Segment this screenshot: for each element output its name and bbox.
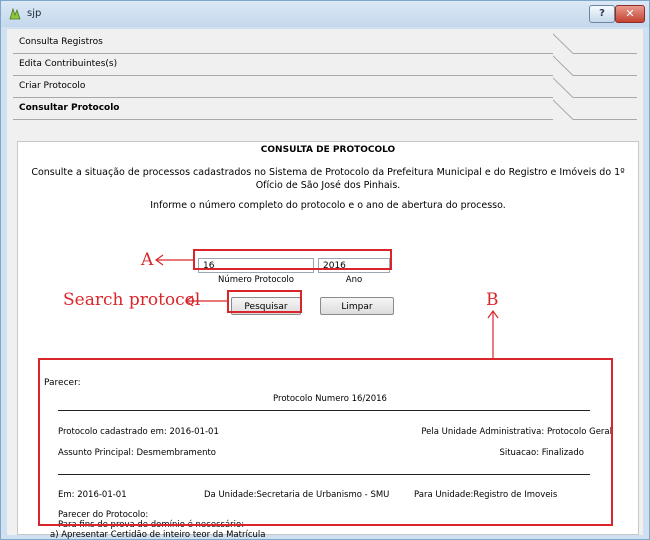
instruction-text: Informe o número completo do protocolo e o ano de abertura do processo. — [150, 200, 506, 211]
accordion-consultar-protocolo[interactable] — [13, 98, 637, 120]
main-subject: Assunto Principal: Desmembramento — [58, 448, 216, 458]
intro-text: Consulte a situação de processos cadastrados no Sistema de Protocolo da Prefeitura Municipal e do Registro e Imóveis do 1º Ofício de São José dos Pinhais. — [31, 167, 625, 191]
accordion-edita-contribuintes[interactable] — [13, 54, 637, 76]
tab-edge — [553, 32, 575, 54]
annotation-search: Search protocol — [63, 290, 201, 310]
from-unit: Da Unidade:Secretaria de Urbanismo - SMU — [204, 490, 390, 500]
accordion-consulta-registros[interactable] — [13, 32, 637, 54]
divider — [573, 119, 637, 120]
parecer-line: a) Apresentar Certidão de inteiro teor da Matrícula — [50, 530, 266, 540]
parecer-title: Parecer do Protocolo: — [58, 510, 149, 520]
protocol-number-input[interactable]: 16 — [198, 258, 314, 273]
registered-date: Protocolo cadastrado em: 2016-01-01 — [58, 427, 219, 437]
divider — [13, 119, 553, 120]
to-unit: Para Unidade:Registro de Imoveis — [414, 490, 558, 500]
parecer-line: Para fins de prova de domínio é necessário: — [58, 520, 245, 530]
year-caption: Ano — [345, 275, 363, 285]
annotation-a: A — [141, 250, 154, 270]
tab-edge — [553, 76, 575, 98]
window-title: sjp — [27, 8, 42, 19]
protocol-number-caption: Número Protocolo — [218, 275, 294, 285]
search-button[interactable]: Pesquisar — [231, 297, 301, 315]
forward-date: Em: 2016-01-01 — [58, 490, 127, 500]
tab-edge — [553, 98, 575, 120]
highlight-box-inputs — [193, 249, 392, 270]
highlight-box-result — [38, 358, 613, 526]
close-button[interactable]: ✕ — [615, 5, 645, 23]
tab-edge — [553, 54, 575, 76]
year-input[interactable]: 2016 — [318, 258, 390, 273]
app-icon — [8, 7, 22, 21]
accordion-label: Criar Protocolo — [19, 81, 86, 91]
help-button[interactable]: ? — [589, 5, 615, 23]
status-text: Situacao: Finalizado — [499, 448, 584, 458]
accordion-label: Consulta Registros — [19, 37, 103, 47]
annotation-b: B — [486, 290, 499, 310]
accordion-criar-protocolo[interactable] — [13, 76, 637, 98]
title-bar — [1, 1, 649, 27]
accordion-label: Consultar Protocolo — [19, 103, 120, 113]
accordion-label: Edita Contribuintes(s) — [19, 59, 118, 69]
parecer-label: Parecer: — [44, 378, 81, 388]
admin-unit: Pela Unidade Administrativa: Protocolo Geral — [421, 427, 612, 437]
result-title: Protocolo Numero 16/2016 — [273, 394, 387, 404]
clear-button[interactable]: Limpar — [320, 297, 394, 315]
highlight-box-search — [227, 290, 302, 313]
page-title: CONSULTA DE PROTOCOLO — [260, 145, 396, 155]
